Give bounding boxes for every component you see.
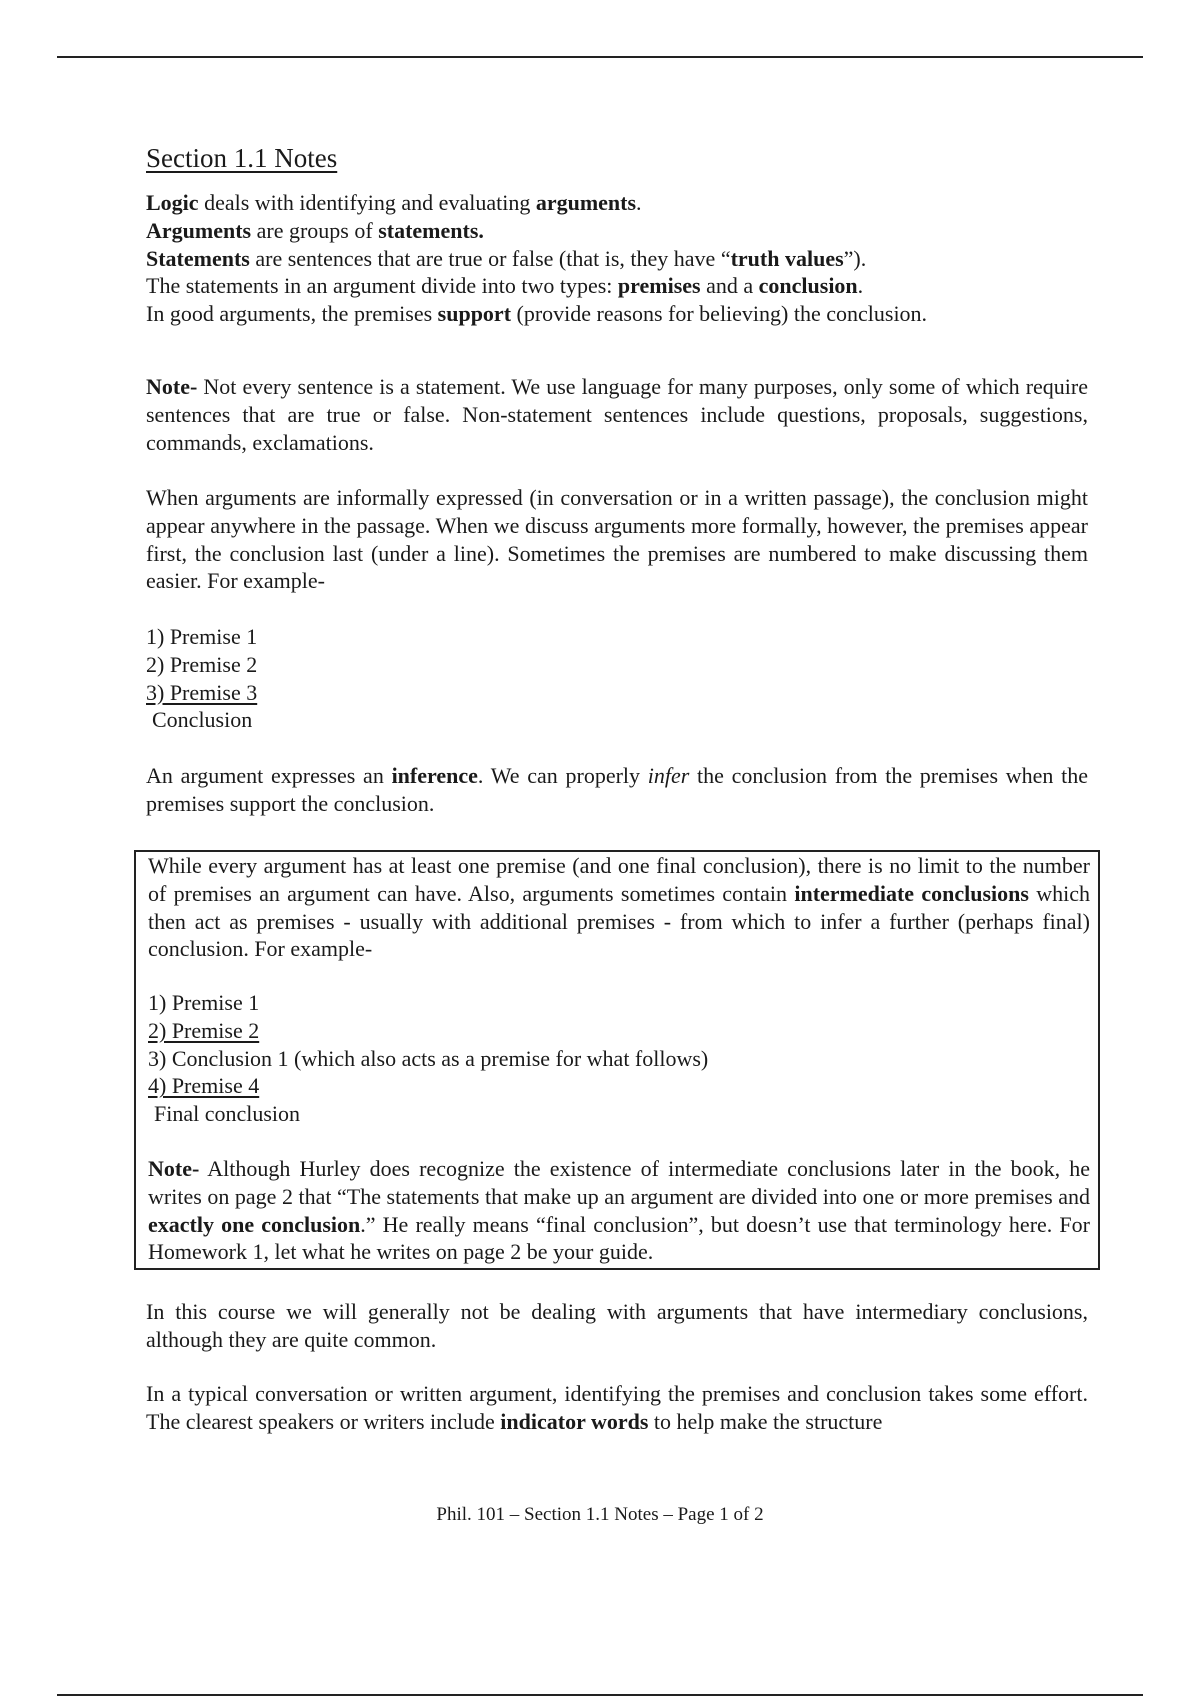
box-note-paragraph: Note- Although Hurley does recognize the existence of intermediate conclusions later in the book, he writes on page 2 that “The statements that make up an argument are divided into one or more premises and exactly one conclusion.” He really means “final conclusion”, but doesn’t use that terminology here. For Homework 1, let what he writes on page 2 be your guide. <box>148 1156 1090 1265</box>
intermediate-conclusions-box <box>134 850 1100 1270</box>
list-item-conclusion: Final conclusion <box>154 1101 301 1127</box>
note-label: Note- <box>148 1156 200 1181</box>
list-item: 2) Premise 2 <box>146 651 258 677</box>
page-footer: Phil. 101 – Section 1.1 Notes – Page 1 of 2 <box>436 1504 764 1525</box>
note-paragraph <box>146 373 1088 456</box>
intro-line-1: Logic deals with identifying and evaluating arguments. <box>146 190 642 215</box>
list-item-conclusion: Conclusion <box>152 707 253 733</box>
list-item: 1) Premise 1 <box>146 624 258 649</box>
intro-line-4: The statements in an argument divide into two types: premises and a conclusion. <box>146 273 864 299</box>
intro-line-3: Statements are sentences that are true or false (that is, they have “truth values”). <box>146 245 867 271</box>
list-item: 1) Premise 1 <box>148 990 260 1015</box>
course-note-paragraph: In this course we will generally not be dealing with arguments that have intermediary conclusions, although they are quite common. <box>146 1299 1088 1352</box>
example-list <box>146 623 1088 734</box>
typical-paragraph: In a typical conversation or written argument, identifying the premises and conclusion takes some effort. The clearest speakers or writers include indicator words to help make the structure <box>146 1381 1088 1434</box>
inference-paragraph: An argument expresses an inference. We can properly infer the conclusion from the premises when the premises support the conclusion. <box>146 763 1088 816</box>
informal-paragraph: When arguments are informally expressed (in conversation or in a written passage), the conclusion might appear anywhere in the passage. When we discuss arguments more formally, however, the premises appear first, the conclusion last (under a line). Sometimes the premises are numbered to make discussing them easier. For example- <box>146 485 1088 594</box>
list-item: 2) Premise 2 <box>148 1017 260 1043</box>
top-rule <box>57 56 1143 58</box>
intro-line-5: In good arguments, the premises support (provide reasons for believing) the conclusion. <box>146 301 928 327</box>
box-example-list <box>148 989 1090 1128</box>
page-title: Section 1.1 Notes <box>146 143 338 173</box>
list-item: 4) Premise 4 <box>148 1073 260 1099</box>
bottom-rule <box>57 1694 1143 1696</box>
note-text: Not every sentence is a statement. We use language for many purposes, only some of which require sentences that are true or false. Non-statement sentences include questions, proposals, suggestions, commands, exclamations. <box>146 374 1088 455</box>
list-item: 3) Conclusion 1 (which also acts as a premise for what follows) <box>148 1045 709 1071</box>
intro-paragraph <box>146 189 1088 328</box>
intro-line-2: Arguments are groups of statements. <box>146 217 484 243</box>
note-label: Note- <box>146 374 198 399</box>
list-item: 3) Premise 3 <box>146 679 258 705</box>
box-paragraph: While every argument has at least one premise (and one final conclusion), there is no limit to the number of premises an argument can have. Also, arguments sometimes contain intermediate conclusions which then act as premises - usually with additional premises - from which to infer a further (perhaps final) conclusion. For example- <box>148 853 1091 962</box>
